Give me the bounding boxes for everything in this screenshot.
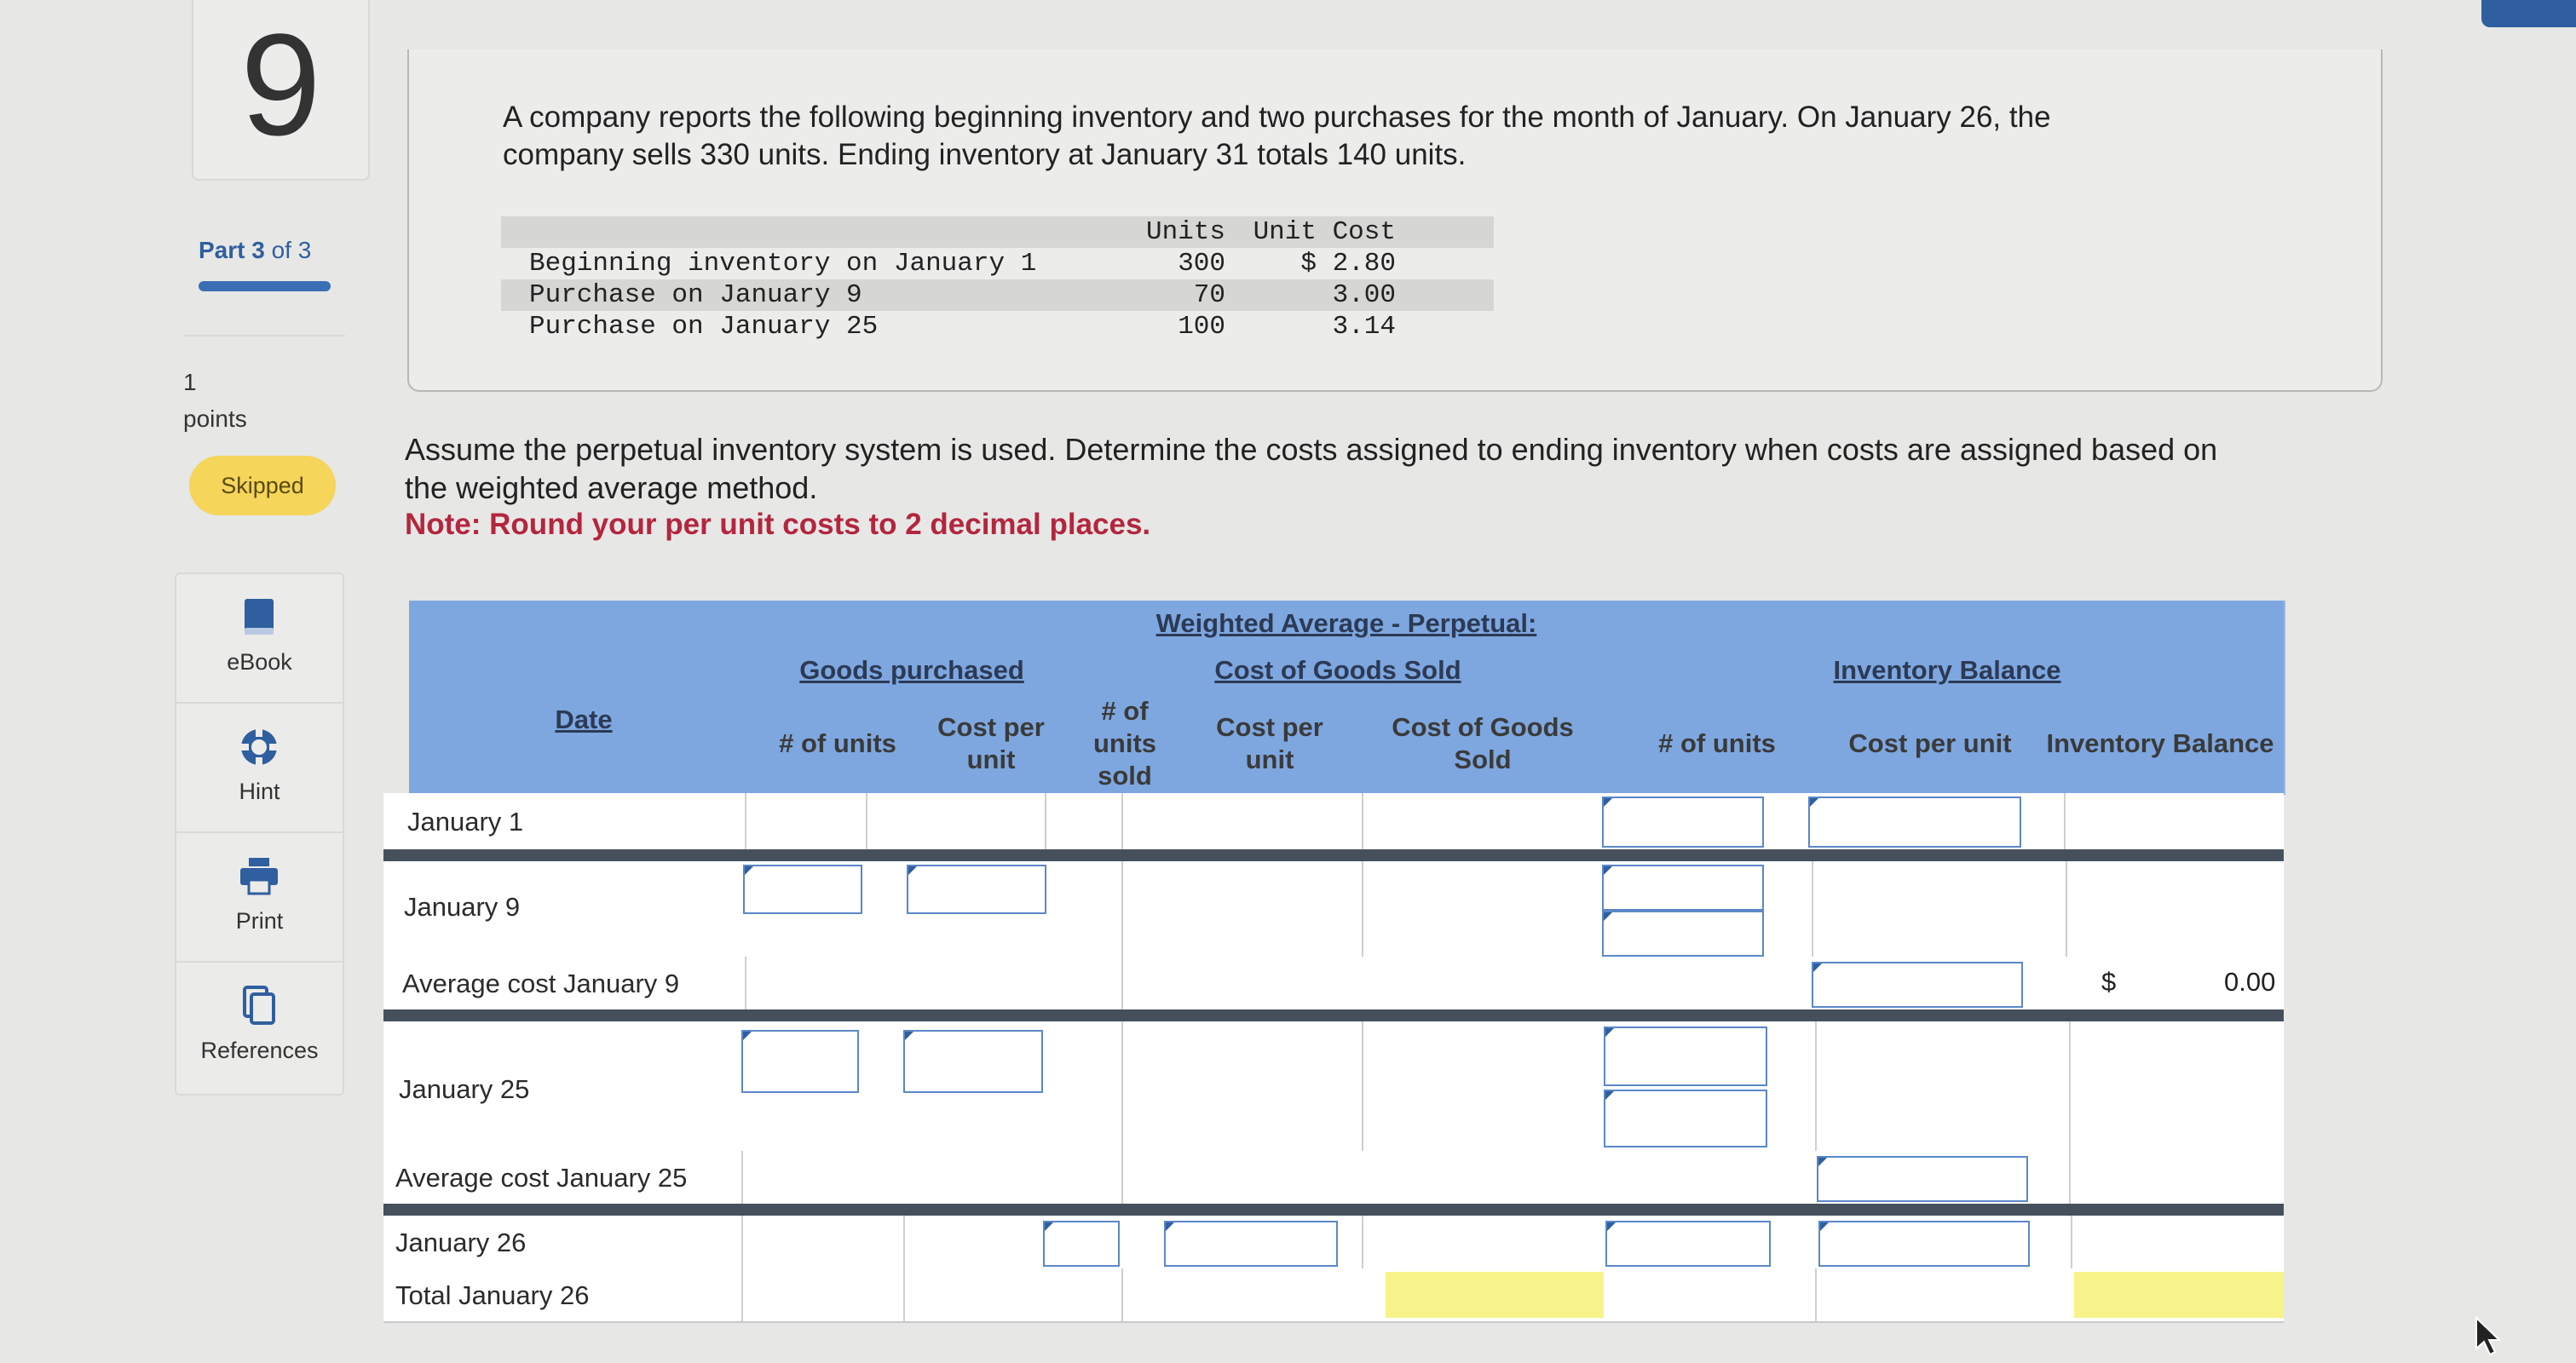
- col-inv-units-header: [1611, 694, 1825, 795]
- data-row: [501, 279, 1494, 311]
- points-label: points: [183, 405, 247, 432]
- row-label: January 26: [395, 1228, 527, 1257]
- row-january-1: [383, 793, 2284, 851]
- part-label: Part 3: [199, 237, 265, 263]
- cell-divider: [1815, 1021, 1817, 1151]
- row-label: Purchase on January 25: [529, 312, 879, 342]
- col-inv-total-header: [2037, 694, 2285, 795]
- group-goods-purchased: [758, 647, 1067, 696]
- cell-divider: [2069, 1021, 2071, 1151]
- total-cogs-cell: [1386, 1272, 1604, 1318]
- cell-divider: [1121, 1151, 1123, 1204]
- avg9-inventory-balance: 0.00: [2224, 967, 2276, 997]
- mouse-cursor-icon: [2474, 1316, 2503, 1357]
- cell-divider: [1362, 793, 1363, 849]
- avg9-currency: $: [2101, 967, 2117, 997]
- jan26-inv-units-input[interactable]: [1605, 1221, 1771, 1267]
- cell-divider: [1121, 1268, 1123, 1321]
- group-cost-of-goods-sold: [1065, 647, 1612, 696]
- part-of-label: of 3: [271, 237, 312, 263]
- row-january-25: [383, 1021, 2284, 1153]
- cell-divider: [1362, 1216, 1363, 1268]
- cell-divider: [1815, 1268, 1817, 1321]
- worksheet-title: [409, 601, 2285, 648]
- row-separator: [383, 1009, 2284, 1021]
- col-inv-cost-label: Cost per unit: [1848, 728, 2012, 758]
- col-units-header: Units: [1145, 217, 1225, 247]
- jan26-units-sold-input[interactable]: [1043, 1221, 1120, 1267]
- col-inv-units-label: # of units: [1658, 728, 1776, 758]
- row-label: Total January 26: [395, 1280, 590, 1310]
- col-cogs-cost-label: Cost per unit: [1216, 712, 1323, 774]
- problem-text-line1: A company reports the following beginning inventory and two purchases for the month of January. On January 26, the: [503, 101, 2051, 134]
- cell-divider: [1121, 1021, 1123, 1151]
- cell-divider: [741, 1216, 743, 1268]
- col-sold-units-label: # of units sold: [1092, 696, 1157, 791]
- check-work-button[interactable]: [2481, 0, 2576, 27]
- rounding-note: Note: Round your per unit costs to 2 decimal places.: [405, 508, 1151, 541]
- col-inv-total-label: Inventory Balance: [2046, 728, 2274, 758]
- lifebuoy-icon: [238, 725, 280, 769]
- row-unit-cost: 3.00: [1332, 280, 1396, 310]
- cell-divider: [741, 1268, 743, 1321]
- row-january-9: [383, 861, 2284, 958]
- problem-statement: [407, 49, 2383, 392]
- hint-button[interactable]: [176, 704, 343, 833]
- row-units: 70: [1193, 280, 1225, 310]
- row-average-cost-january-25: [383, 1151, 2284, 1205]
- problem-text: [503, 99, 2250, 174]
- row-label: January 9: [404, 892, 521, 922]
- jan25-gp-units-input[interactable]: [741, 1030, 859, 1093]
- instructions-line2: the weighted average method.: [405, 470, 818, 505]
- col-gp-units-header: [758, 694, 919, 795]
- data-row: [501, 311, 1494, 342]
- avg9-inv-cost-input[interactable]: [1812, 962, 2023, 1008]
- row-separator: [383, 1204, 2284, 1216]
- jan1-inv-cost-input[interactable]: [1808, 797, 2021, 848]
- cell-divider: [1121, 957, 1123, 1009]
- references-button[interactable]: [176, 963, 343, 1090]
- row-units: 300: [1178, 249, 1225, 279]
- jan25-inv-units-input-2[interactable]: [1604, 1090, 1767, 1147]
- col-gp-cost-header: [917, 694, 1067, 795]
- group-inv-label: Inventory Balance: [1833, 655, 2061, 685]
- print-label: Print: [235, 908, 284, 934]
- cell-divider: [866, 793, 867, 849]
- print-button[interactable]: [176, 833, 343, 963]
- documents-icon: [238, 984, 280, 1028]
- cell-divider: [1045, 793, 1046, 849]
- instructions-text: [405, 430, 2390, 507]
- cell-divider: [903, 1216, 905, 1268]
- col-sold-units-header: [1065, 694, 1186, 795]
- book-icon: [238, 595, 280, 640]
- jan1-inv-units-input[interactable]: [1602, 797, 1764, 848]
- worksheet-title-text: Weighted Average - Perpetual:: [1155, 608, 1537, 638]
- data-header-row: [501, 216, 1494, 248]
- jan9-inv-units-input-2[interactable]: [1602, 911, 1764, 957]
- cell-divider: [1362, 1021, 1363, 1151]
- cell-divider: [745, 957, 746, 1009]
- cell-divider: [1121, 793, 1123, 849]
- jan25-gp-cost-input[interactable]: [903, 1030, 1043, 1093]
- row-label: January 25: [399, 1074, 530, 1104]
- row-label: Average cost January 9: [402, 969, 680, 998]
- group-goods-label: Goods purchased: [799, 655, 1024, 685]
- jan25-inv-units-input-1[interactable]: [1604, 1027, 1767, 1086]
- part-indicator: [199, 237, 311, 264]
- question-number-card: [192, 0, 370, 181]
- question-number: 9: [240, 4, 321, 166]
- row-label: Purchase on January 9: [529, 280, 862, 310]
- cell-divider: [1812, 861, 1813, 957]
- progress-bar: [199, 281, 331, 291]
- jan26-inv-cost-input[interactable]: [1818, 1221, 2030, 1267]
- inventory-data-table: [501, 216, 1494, 342]
- col-cogs-cost-header: [1184, 694, 1357, 795]
- row-january-26: [383, 1216, 2284, 1270]
- cell-divider: [2069, 1151, 2071, 1204]
- tool-panel: [175, 572, 344, 1096]
- row-label: Beginning inventory on January 1: [529, 249, 1037, 279]
- problem-text-line2: company sells 330 units. Ending inventory at January 31 totals 140 units.: [503, 138, 1467, 171]
- worksheet-table: [383, 601, 2284, 1325]
- cell-divider: [903, 1268, 905, 1321]
- col-gp-units-label: # of units: [779, 728, 896, 758]
- col-unit-cost-header: Unit Cost: [1253, 217, 1396, 247]
- group-inventory-balance: [1611, 647, 2285, 696]
- jan26-cogs-cost-input[interactable]: [1164, 1221, 1338, 1267]
- instructions-line1: Assume the perpetual inventory system is used. Determine the costs assigned to ending inventory when costs are assigned based on: [405, 432, 2218, 467]
- references-label: References: [200, 1038, 319, 1063]
- cell-divider: [1362, 861, 1363, 957]
- jan9-gp-cost-input[interactable]: [907, 865, 1046, 914]
- avg25-inv-cost-input[interactable]: [1817, 1156, 2028, 1202]
- ebook-label: eBook: [227, 649, 292, 675]
- row-separator: [383, 849, 2284, 861]
- total-inventory-balance-cell: [2074, 1272, 2284, 1318]
- cell-divider: [741, 1151, 743, 1204]
- col-inv-cost-header: [1824, 694, 2038, 795]
- row-units: 100: [1178, 312, 1225, 342]
- cell-divider: [745, 793, 746, 849]
- printer-icon: [238, 854, 280, 899]
- row-label: Average cost January 25: [395, 1163, 688, 1193]
- row-unit-cost: $ 2.80: [1300, 249, 1396, 279]
- status-badge: Skipped: [189, 456, 336, 515]
- col-date-header: [409, 647, 760, 795]
- jan9-inv-units-input-1[interactable]: [1602, 865, 1764, 911]
- cell-divider: [1121, 861, 1123, 957]
- hint-label: Hint: [239, 779, 280, 804]
- cell-divider: [2066, 861, 2067, 957]
- row-unit-cost: 3.14: [1332, 312, 1396, 342]
- row-total-january-26: [383, 1268, 2284, 1323]
- col-cogs-total-header: [1355, 694, 1612, 795]
- col-date-label: Date: [555, 705, 613, 734]
- group-cogs-label: Cost of Goods Sold: [1214, 655, 1461, 685]
- cell-divider: [2064, 793, 2066, 849]
- row-label: January 1: [407, 807, 524, 837]
- col-cogs-total-label: Cost of Goods Sold: [1392, 712, 1574, 774]
- points-value: 1: [183, 369, 197, 395]
- divider: [183, 335, 345, 336]
- jan9-gp-units-input[interactable]: [743, 865, 862, 914]
- col-gp-cost-label: Cost per unit: [937, 712, 1045, 774]
- row-average-cost-january-9: [383, 957, 2284, 1011]
- data-row: [501, 248, 1494, 279]
- ebook-button[interactable]: [176, 574, 343, 704]
- cell-divider: [2071, 1216, 2072, 1268]
